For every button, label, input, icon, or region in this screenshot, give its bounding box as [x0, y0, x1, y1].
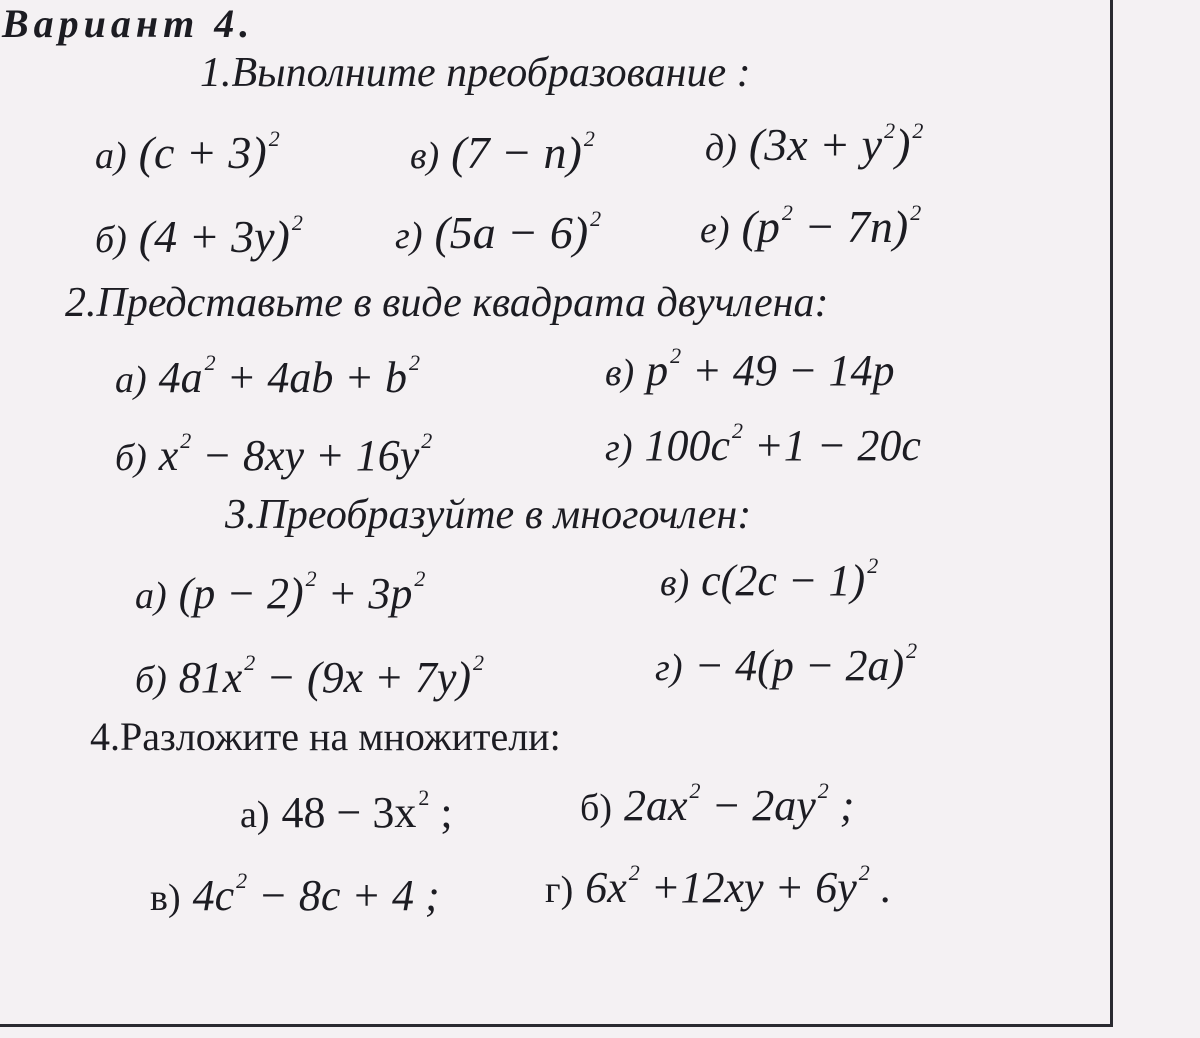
task2-item-g: г) $100c^2 +1 - 20c$ — [605, 418, 921, 470]
page-border-right — [1110, 0, 1113, 1025]
task4-item-g: г) $6x^2 +12xy + 6y^2$ . — [545, 860, 892, 912]
task1-item-v: в) $(7 - n)^2$ — [410, 126, 595, 178]
task4-item-a: а) $48 - 3x^2$ ; — [240, 785, 453, 837]
task3-heading: 3.Преобразуйте в многочлен: — [225, 492, 752, 538]
task1-item-d: д) $(3x + y^2)^2$ — [705, 118, 924, 170]
task1-item-e: е) $(p^2 - 7n)^2$ — [700, 200, 922, 252]
variant-title: Вариант 4. — [2, 1, 255, 46]
task3-item-g: $г) - 4(p - 2a)^2$ — [655, 638, 918, 690]
task2-heading: 2.Представьте в виде квадрата двучлена: — [65, 280, 829, 326]
task1-heading: 1.Выполните преобразование : — [200, 50, 751, 96]
task3-item-v: в) $c(2c - 1)^2$ — [660, 553, 879, 605]
task3-item-b: б) $81x^2 - (9x + 7y)^2$ — [135, 650, 485, 702]
task1-item-g: г) $(5a - 6)^2$ — [395, 206, 602, 258]
task2-item-b: б) $x^2 - 8xy + 16y^2$ — [115, 428, 433, 480]
task1-item-a: а) $(c + 3)^2$ — [95, 126, 280, 178]
task1-item-b: б) $(4 + 3y)^2$ — [95, 210, 303, 262]
task2-item-v: в) $p^2 + 49 - 14p$ — [605, 343, 895, 395]
page-border-bottom — [0, 1024, 1113, 1027]
task3-item-a: а) $(p - 2)^2 + 3p^2$ — [135, 566, 426, 618]
task4-item-v: в) $4c^2 - 8c + 4$ ; — [150, 868, 440, 920]
task2-item-a: а) $4a^2 + 4ab + b^2$ — [115, 350, 421, 402]
task4-heading: 4.Разложите на множители: — [90, 714, 561, 759]
task4-item-b: б) $2ax^2 - 2ay^2$ ; — [580, 778, 855, 830]
